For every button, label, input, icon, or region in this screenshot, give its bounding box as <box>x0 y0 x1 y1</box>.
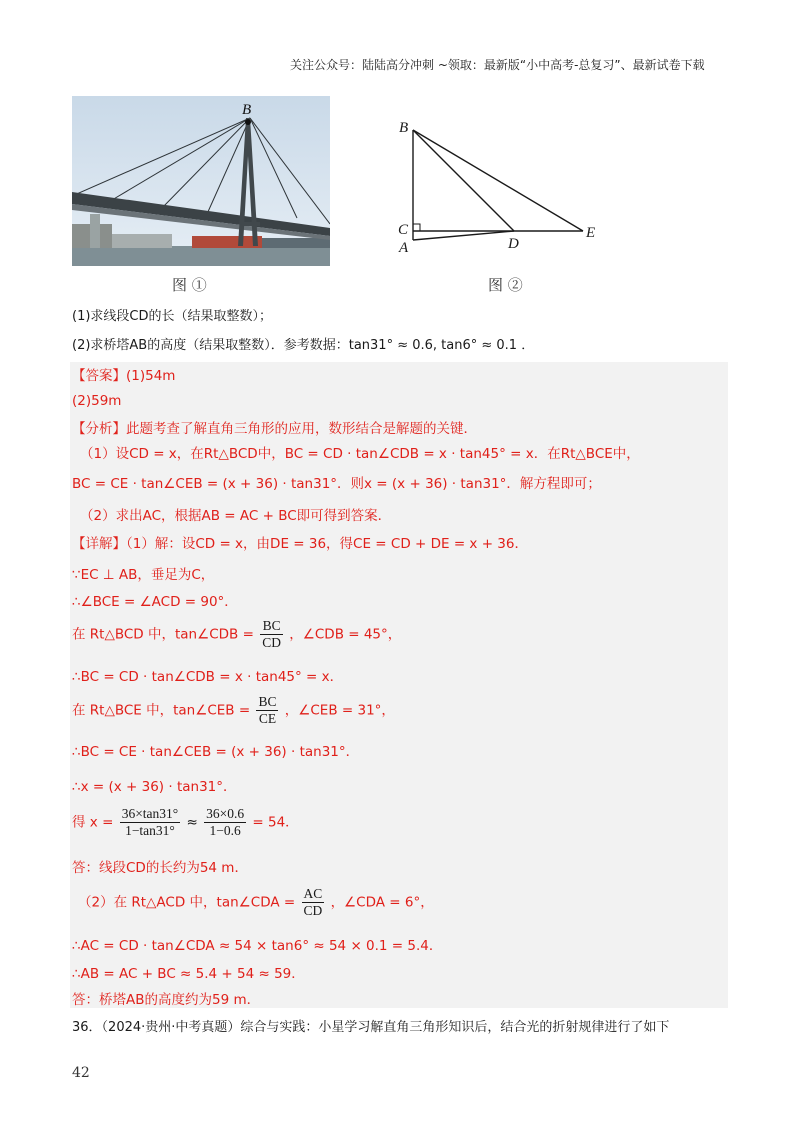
detail-line-2: ∵EC ⊥ AB，垂足为C， <box>72 567 215 583</box>
page-header: 关注公众号：陆陆高分冲刺 ~领取：最新版“小中高考-总复习”、最新试卷下载 <box>290 58 705 72</box>
detail-line-6: 在 Rt△BCE 中，tan∠CEB = $\frac{BC}{CE}$ ，∠CEB = 31°， <box>72 694 395 726</box>
label-d: D <box>508 236 519 252</box>
page-number: 42 <box>72 1065 90 1081</box>
detail-line-9: 得 x = $\frac{36\times\tan 31^\circ}{1-\tan 31^\circ}$ ≈ $\frac{36\times 0.6}{1-0.6}$ = 54． <box>72 806 299 838</box>
detail-line-3: ∴∠BCE = ∠ACD = 90°． <box>72 594 238 610</box>
detail-line-8: ∴x = (x + 36) · tan31°． <box>72 779 237 795</box>
analysis-heading: 【分析】此题考查了解直角三角形的应用，数形结合是解题的关键． <box>72 421 477 437</box>
detail-line-13: ∴AB = AC + BC ≈ 5.4 + 54 ≈ 59． <box>72 966 305 982</box>
question-1: (1)求线段CD的长（结果取整数）； <box>72 309 273 324</box>
analysis-line-4: （2）求出AC，根据AB = AC + BC即可得到答案． <box>80 508 392 524</box>
label-a: A <box>399 240 409 256</box>
next-question: 36．（2024·贵州·中考真题）综合与实践：小星学习解直角三角形知识后，结合光的折射规律进行了如下 <box>72 1020 670 1035</box>
label-c: C <box>398 222 409 238</box>
solution-panel <box>70 362 728 1008</box>
answer-2: (2)59m <box>72 393 122 409</box>
bridge-photo <box>72 96 330 266</box>
analysis-line-2: （1）设CD = x，在Rt△BCD中，BC = CD · tan∠CDB = x · tan45° = x．在Rt△BCE中， <box>80 446 640 462</box>
segment-ad <box>413 231 514 240</box>
detail-line-10: 答：线段CD的长约为54 m． <box>72 860 248 876</box>
detail-line-14: 答：桥塔AB的高度约为59 m． <box>72 992 261 1008</box>
detail-line-1: 【详解】（1）解：设CD = x，由DE = 36，得CE = CD + DE = x + 36． <box>72 536 528 552</box>
analysis-line-3: BC = CE · tan∠CEB = (x + 36) · tan31°．则x = (x + 36) · tan31°．解方程即可； <box>72 476 601 492</box>
question-2: (2)求桥塔AB的高度（结果取整数）．参考数据：tan31° ≈ 0.6, tan6° ≈ 0.1 ． <box>72 338 535 353</box>
detail-line-4: 在 Rt△BCD 中，tan∠CDB = $\frac{BC}{CD}$ ，∠CDB = 45°， <box>72 618 402 650</box>
detail-line-7: ∴BC = CE · tan∠CEB = (x + 36) · tan31°． <box>72 744 360 760</box>
label-e: E <box>586 225 596 241</box>
answer-label: 【答案】 <box>72 368 126 384</box>
figure-1-caption: 图 ① <box>172 276 207 294</box>
answer-1: 【答案】(1)54m <box>72 368 176 384</box>
photo-label-b: B <box>242 102 252 118</box>
geometry-diagram <box>390 110 610 260</box>
detail-line-12: ∴AC = CD · tan∠CDA ≈ 54 × tan6° ≈ 54 × 0.1 = 5.4． <box>72 938 443 954</box>
detail-line-11: （2）在 Rt△ACD 中，tan∠CDA = $\frac{AC}{CD}$ ，∠CDA = 6°， <box>78 886 434 918</box>
label-b: B <box>399 120 409 136</box>
figure-2-caption: 图 ② <box>488 276 523 294</box>
detail-line-5: ∴BC = CD · tan∠CDB = x · tan45° = x． <box>72 669 344 685</box>
